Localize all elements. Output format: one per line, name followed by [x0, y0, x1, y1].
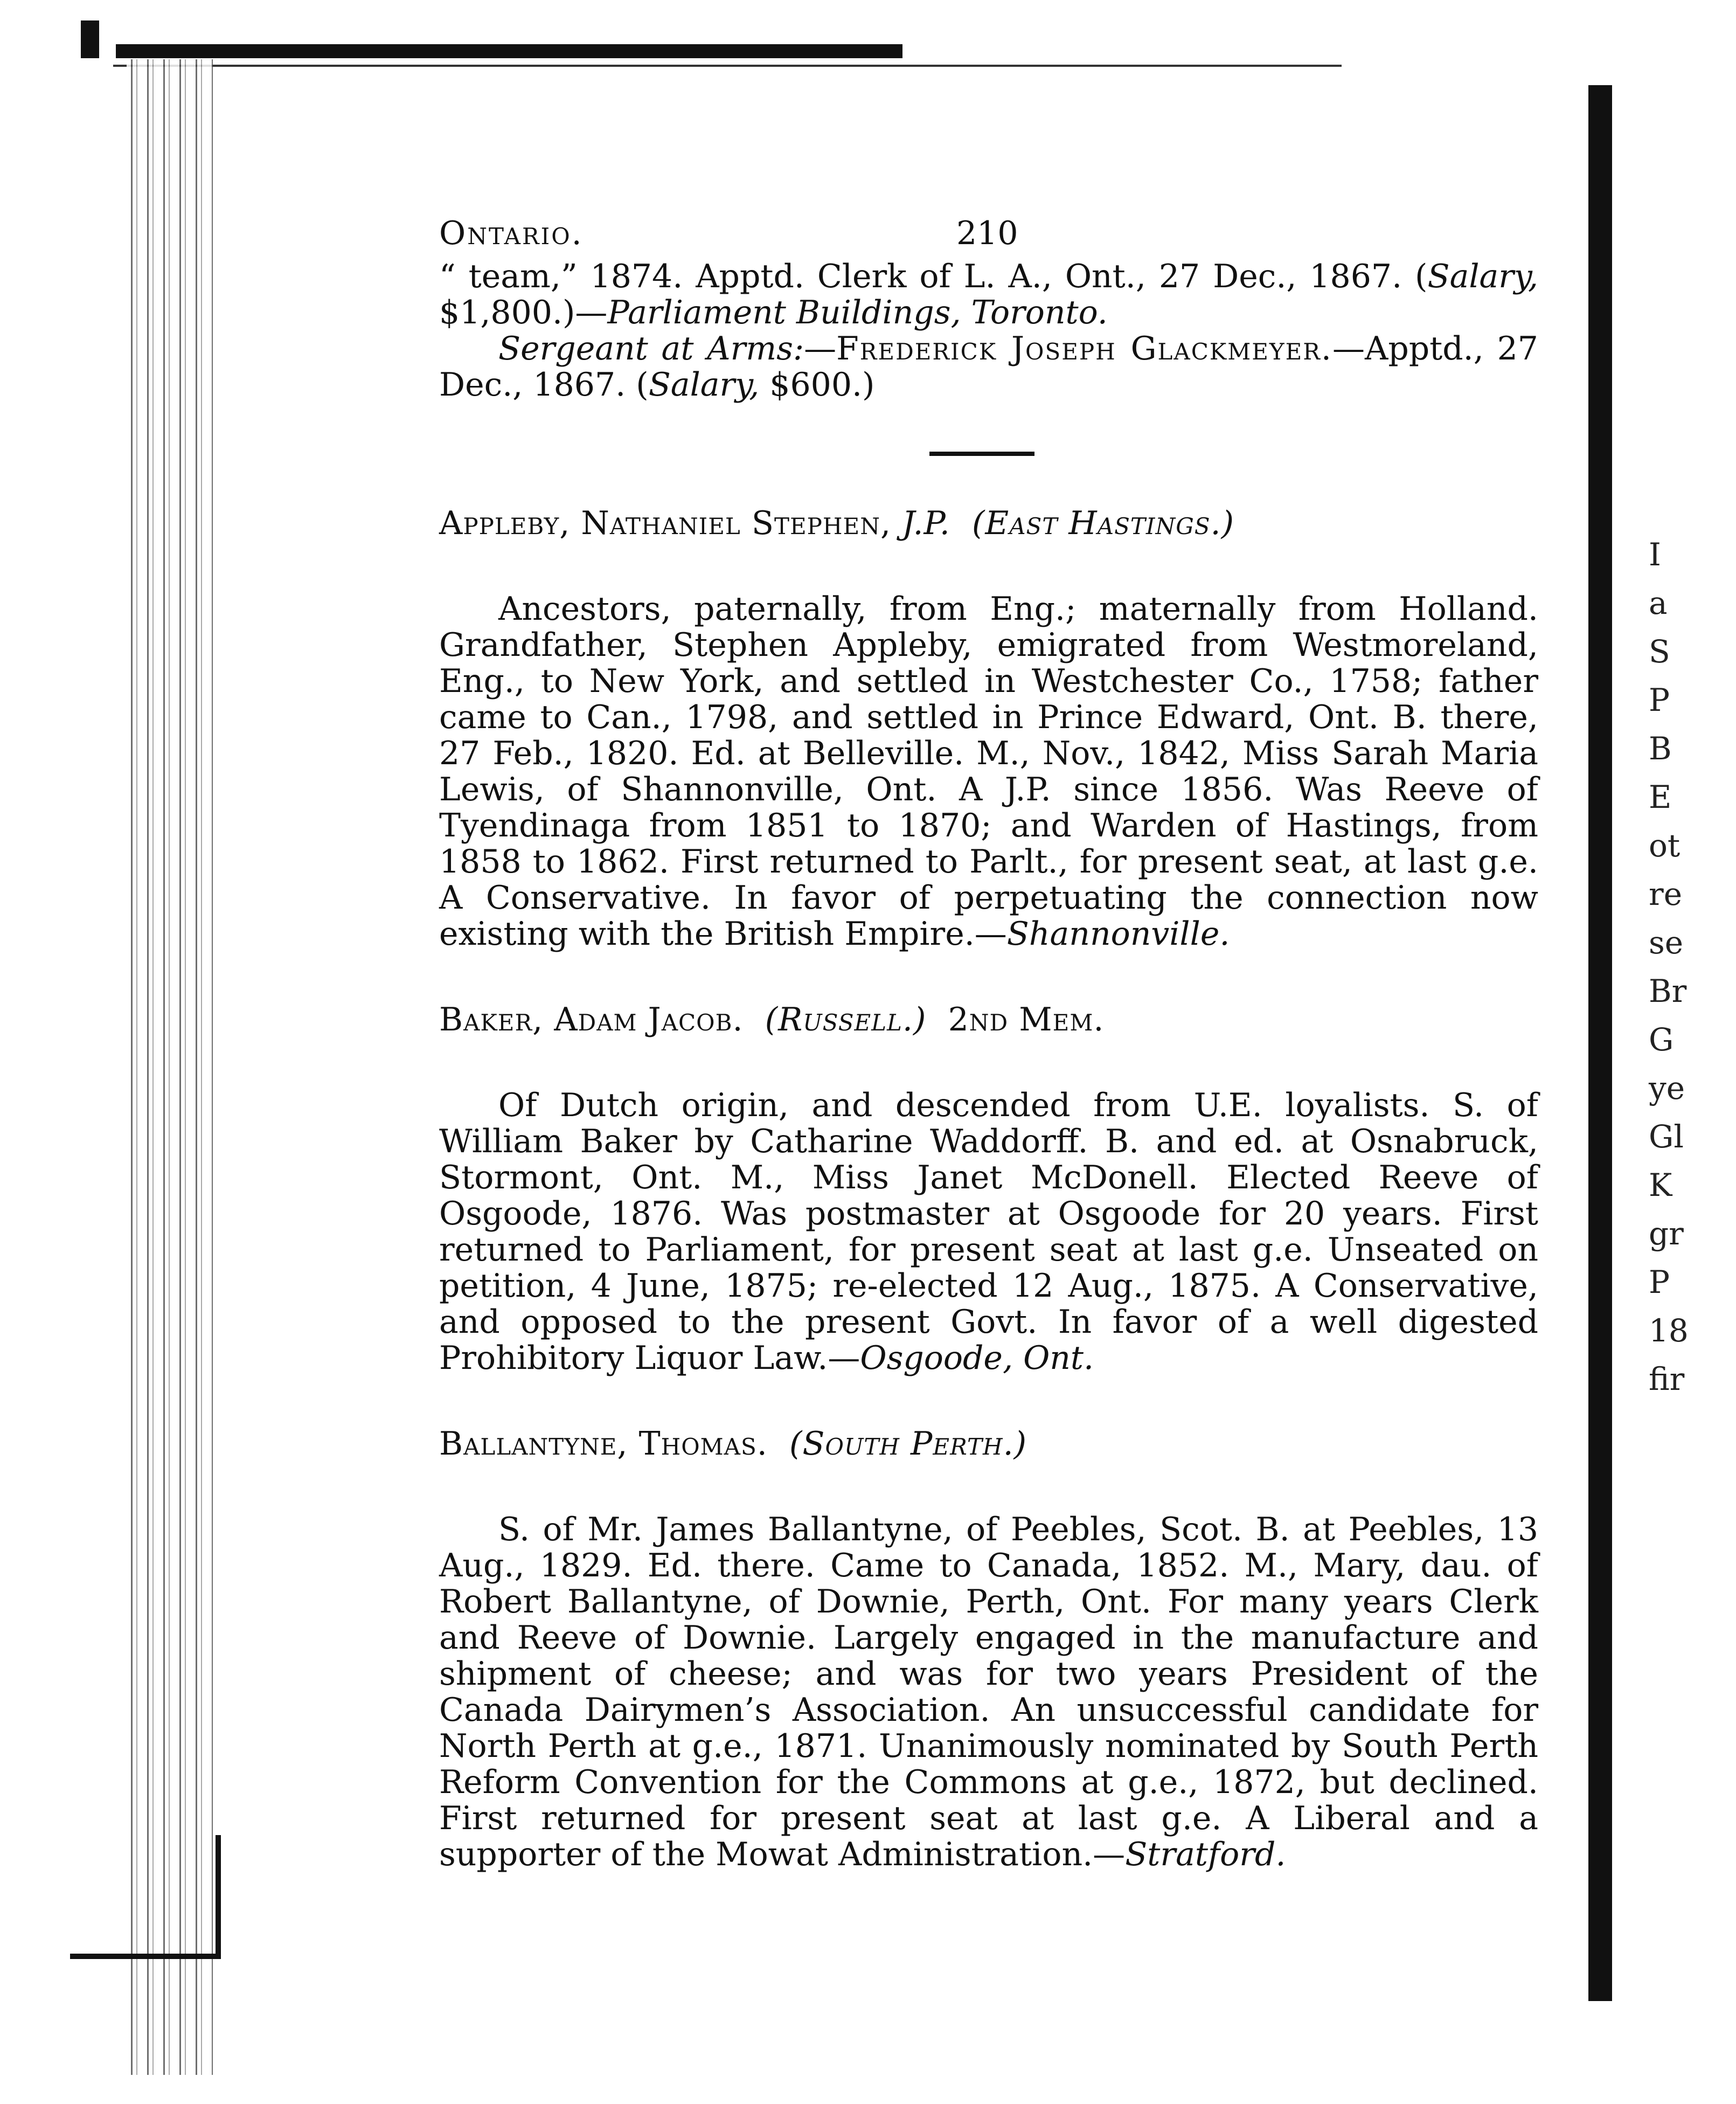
section-title: Ontario. — [439, 214, 584, 252]
fragment: I — [1649, 536, 1661, 573]
entry-name: Baker, Adam Jacob. — [439, 1001, 744, 1039]
section-divider — [929, 452, 1034, 456]
entry-suffix: J.P. — [902, 504, 950, 542]
scan-binding-edge — [127, 59, 213, 2075]
entry-biography — [439, 1088, 1538, 1376]
fragment: B — [1649, 730, 1672, 767]
entry-biography — [439, 591, 1538, 952]
fragment: ot — [1649, 827, 1681, 864]
entry-riding: (Russell.) — [765, 1001, 927, 1039]
fragment: G — [1649, 1021, 1674, 1058]
entry-riding: (East Hastings.) — [972, 504, 1234, 542]
scan-corner-mark — [81, 20, 99, 58]
fragment: P — [1649, 682, 1670, 718]
page-number: 210 — [956, 214, 1018, 252]
entry-heading — [439, 1426, 1538, 1462]
scan-right-edge — [1588, 85, 1612, 2001]
fragment: ye — [1649, 1070, 1685, 1106]
fragment: 18 — [1649, 1312, 1689, 1349]
fragment: re — [1649, 876, 1683, 912]
continuation-paragraph — [439, 259, 1538, 331]
fragment: a — [1649, 585, 1668, 621]
scan-top-line — [113, 65, 1342, 67]
entry-heading — [439, 1002, 1538, 1038]
address: Parliament Buildings, Toronto. — [607, 294, 1108, 331]
salary-label: Salary, — [648, 366, 760, 404]
entry-heading — [439, 506, 1538, 542]
fragment: Gl — [1649, 1118, 1684, 1155]
entry-body: Of Dutch origin, and descended from U.E. loyalists. S. of William Baker by Catharine Waddorff. B. and ed. at Osnabruck, Stormont, Ont. M., Miss Janet McDonell. Elected Reeve of Osgoode, 1876. Was postmaster at Osgoode for 20 years. First returned to Parliament, for present seat at last g.e. Unseated on petition, 4 June, 1875; re-elected 12 Aug., 1875. A Conservative, and opposed to the present Govt. In favor of a well digested Prohibitory Liquor Law.— — [439, 1086, 1538, 1377]
salary-value: $1,800.)— — [439, 294, 608, 331]
role-title: Sergeant at Arms: — [498, 330, 804, 368]
fragment: se — [1649, 924, 1684, 961]
page-content — [439, 216, 1538, 1873]
salary-value: $600.) — [759, 366, 875, 404]
entry-biography — [439, 1512, 1538, 1873]
salary-label: Salary, — [1427, 258, 1538, 295]
entry-body: S. of Mr. James Ballantyne, of Peebles, Scot. B. at Peebles, 13 Aug., 1829. Ed. there. Came to Canada, 1852. M., Mary, dau. of Robert Ballantyne, of Downie, Perth, Ont. For many years Clerk and Reeve of Downie. Largely engaged in the manufacture and shipment of cheese; and was for two years President of the Canada Dairymen’s Association. An unsuccessful candidate for North Perth at g.e., 1871. Unanimously nominated by South Perth Reform Convention for the Commons at g.e., 1872, but declined. First returned for present seat at last g.e. A Liberal and a supporter of the Mowat Administration.— — [439, 1511, 1538, 1873]
entry-address: Stratford. — [1125, 1836, 1286, 1873]
fragment: gr — [1649, 1215, 1684, 1252]
fragment: S — [1649, 633, 1670, 670]
entry-riding: (South Perth.) — [789, 1425, 1027, 1463]
entry-body: Ancestors, paternally, from Eng.; maternally from Holland. Grandfather, Stephen Appleby, emigrated from Westmoreland, Eng., to New York, and settled in Westchester Co., 1758; father came to Can., 1798, and settled in Prince Edward, Ont. B. there, 27 Feb., 1820. Ed. at Belleville. M., Nov., 1842, Miss Sarah Maria Lewis, of Shannonville, Ont. A J.P. since 1856. Was Reeve of Tyendinaga from 1851 to 1870; and Warden of Hastings, from 1858 to 1862. First returned to Parlt., for present seat, at last g.e. A Conservative. In favor of perpetuating the connection now existing with the British Empire.— — [439, 590, 1538, 953]
dash: — — [804, 330, 837, 368]
fragment: E — [1649, 779, 1672, 815]
sergeant-paragraph — [439, 331, 1538, 403]
officer-name: Frederick Joseph Glackmeyer. — [836, 330, 1332, 368]
fragment: fir — [1649, 1361, 1685, 1397]
entry-name: Ballantyne, Thomas. — [439, 1425, 768, 1463]
fragment: K — [1649, 1167, 1672, 1203]
appointment-text: —Apptd., 27 Dec., 1867. ( — [439, 330, 1538, 404]
scan-bottom-corner — [70, 1835, 221, 1959]
running-head — [439, 216, 1538, 259]
fragment: P — [1649, 1264, 1670, 1300]
continuation-text: “ team,” 1874. Apptd. Clerk of L. A., Ont., 27 Dec., 1867. ( — [439, 258, 1428, 295]
entry-address: Shannonville. — [1006, 915, 1230, 953]
adjacent-page-fragments — [1649, 536, 1730, 1412]
fragment: Br — [1649, 973, 1687, 1009]
entry-address: Osgoode, Ont. — [860, 1339, 1094, 1377]
scan-top-edge — [116, 44, 902, 58]
entry-extra: 2nd Mem. — [948, 1001, 1105, 1039]
entry-name: Appleby, Nathaniel Stephen, — [439, 504, 892, 542]
